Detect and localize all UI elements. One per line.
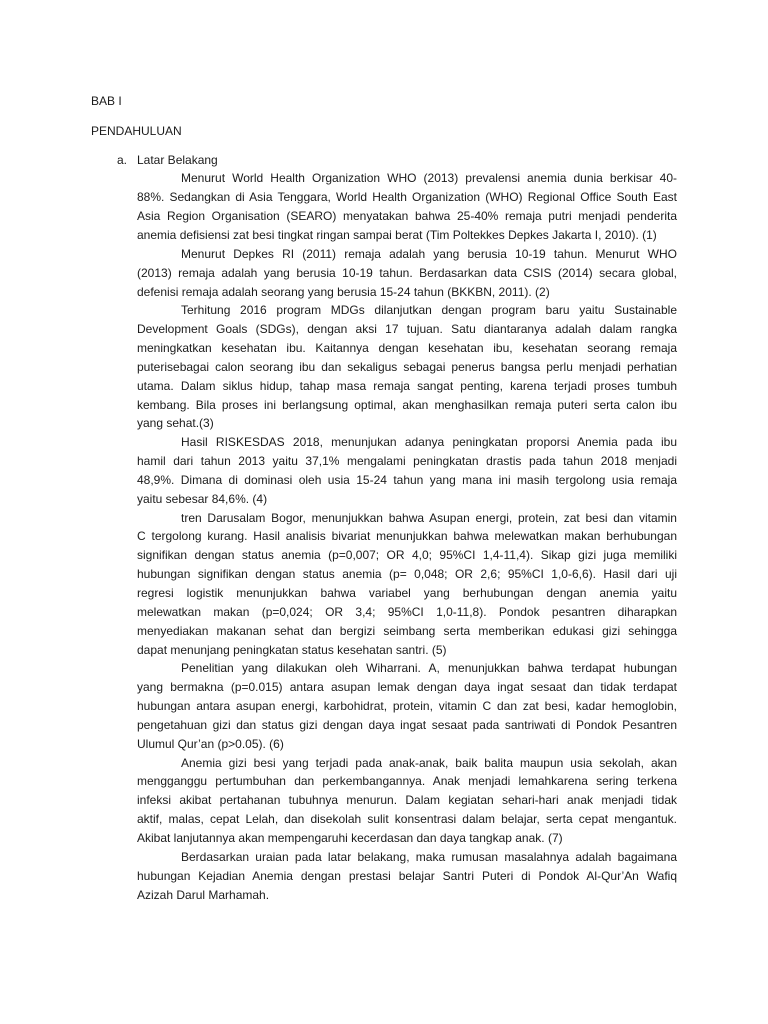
text-line: Anemia gizi besi yang terjadi pada anak-anak, baik balita maupun usia sekolah, akan	[181, 755, 677, 770]
text-line: melewatkan makan (p=0,024; OR 3,4; 95%CI 1,0-11,8). Pondok pesantren diharapkan	[137, 604, 677, 619]
text-line: hubungan signifikan dengan status anemia (p= 0,048; OR 2,6; 95%CI 1,0-6,6). Hasil dari uji	[137, 567, 677, 582]
text-line: regresi logistik menunjukkan bahwa variabel yang berhubungan dengan anemia yaitu	[137, 586, 677, 600]
text-line: signifikan dengan status anemia (p=0,007; OR 4,0; 95%CI 1,4-11,4). Sikap gizi juga memiliki	[137, 548, 677, 563]
text-line: Penelitian yang dilakukan oleh Wiharrani. A, menunjukkan bahwa terdapat hubungan	[181, 661, 677, 676]
text-line: pengetahuan gizi dan status gizi dengan daya ingat sesaat pada santriwati di Pondok Pesantren	[137, 717, 677, 732]
text-line: puterisebagai calon seorang ibu dan sekaligus sebagai penerus bangsa perlu menjadi perhatian	[137, 359, 677, 374]
text-line: defenisi remaja adalah seorang yang berusia 15-24 tahun (BKKBN, 2011). (2)	[137, 284, 550, 299]
section-title: Latar Belakang	[137, 152, 218, 167]
paragraph	[137, 848, 677, 905]
text-line: kembang. Bila proses ini berlangsung optimal, akan menghasilkan remaja puteri serta calon ibu	[137, 397, 677, 412]
text-line: hubungan Kejadian Anemia dengan prestasi belajar Santri Puteri di Pondok Al-Qur’An Wafiq	[137, 868, 677, 883]
text-line: meningkatkan kesehatan ibu. Kaitannya dengan kesehatan ibu, kesehatan seorang remaja	[137, 341, 677, 356]
text-line: dapat menunjang peningkatan status kesehatan santri. (5)	[137, 642, 447, 657]
text-line: hubungan antara asupan energi, karbohidrat, protein, vitamin C dan zat besi, kadar hemoglobin,	[137, 699, 677, 714]
text-line: Berdasarkan uraian pada latar belakang, maka rumusan masalahnya adalah bagaimana	[181, 849, 677, 864]
section-body	[117, 151, 677, 905]
text-line: 48,9%. Dimana di dominasi oleh usia 15-24 tahun yang mana ini masih tergolong usia remaja	[137, 472, 677, 487]
text-line: tren Darusalam Bogor, menunjukkan bahwa Asupan energi, protein, zat besi dan vitamin	[181, 510, 677, 525]
text-line: mengganggu pertumbuhan dan perkembangannya. Anak menjadi lemahkarena sering terkena	[137, 774, 677, 789]
text-line: 88%. Sedangkan di Asia Tenggara, World Health Organization (WHO) Regional Office South East	[137, 190, 677, 205]
text-line: Menurut Depkes RI (2011) remaja adalah yang berusia 10-19 tahun. Menurut WHO	[181, 246, 677, 261]
text-line: Ulumul Qur’an (p>0.05). (6)	[137, 736, 284, 751]
paragraph	[137, 301, 677, 433]
text-line: yang sehat.(3)	[137, 416, 214, 431]
paragraph	[137, 754, 677, 848]
chapter-title: PENDAHULUAN	[91, 123, 182, 138]
text-line: Hasil RISKESDAS 2018, menunjukan adanya peningkatan proporsi Anemia pada ibu	[181, 435, 677, 450]
text-line: utama. Dalam siklus hidup, tahap masa remaja sangat penting, karena terjadi proses tumbuh	[137, 378, 677, 393]
text-line: (2013) remaja adalah yang berusia 10-19 tahun. Berdasarkan data CSIS (2014) secara global,	[137, 265, 677, 280]
text-line: Azizah Darul Marhamah.	[137, 887, 270, 902]
text-line: anemia defisiensi zat besi tingkat ringan sampai berat (Tim Poltekkes Depkes Jakarta I, 2010). (1)	[137, 227, 657, 242]
paragraph	[137, 659, 677, 753]
text-line: Menurut World Health Organization WHO (2013) prevalensi anemia dunia berkisar 40-	[181, 171, 677, 186]
text-line: C tergolong kurang. Hasil analisis bivariat menunjukkan bahwa melewatkan makan berhubungan	[137, 529, 677, 544]
text-line: aktif, malas, cepat Lelah, dan disekolah sulit konsentrasi dalam belajar, serta cepat mengantuk.	[137, 812, 677, 827]
text-line: menyediakan makanan sehat dan bergizi seimbang serta memberikan edukasi gizi sehingga	[137, 623, 677, 638]
text-line: yaitu sebesar 84,6%. (4)	[137, 491, 268, 506]
text-line: infeksi akibat pertahanan tubuhnya menurun. Dalam kegiatan sehari-hari anak menjadi tidak	[137, 793, 677, 808]
text-line: Akibat lanjutannya akan mempengaruhi kecerdasan dan daya tangkap anak. (7)	[137, 830, 563, 845]
chapter-label: BAB I	[91, 93, 122, 108]
paragraph	[137, 169, 677, 244]
paragraph	[137, 433, 677, 508]
text-line: Terhitung 2016 program MDGs dilanjutkan dengan program baru yaitu Sustainable	[181, 303, 677, 318]
section-heading	[117, 151, 677, 170]
paragraph	[137, 245, 677, 302]
text-line: yang bermakna (p=0.015) antara asupan lemak dengan daya ingat sesaat dan tidak terdapat	[137, 680, 677, 695]
text-line: Development Goals (SDGs), dengan aksi 17 tujuan. Satu diantaranya adalah dalam rangka	[137, 322, 677, 337]
text-line: hamil dari tahun 2013 yaitu 37,1% mengalami peningkatan drastis pada tahun 2018 menjadi	[137, 454, 677, 469]
section-marker: a.	[117, 152, 128, 167]
paragraph	[137, 509, 677, 660]
text-line: Asia Region Organisation (SEARO) menyatakan bahwa 25-40% remaja putri menjadi penderita	[137, 209, 677, 224]
